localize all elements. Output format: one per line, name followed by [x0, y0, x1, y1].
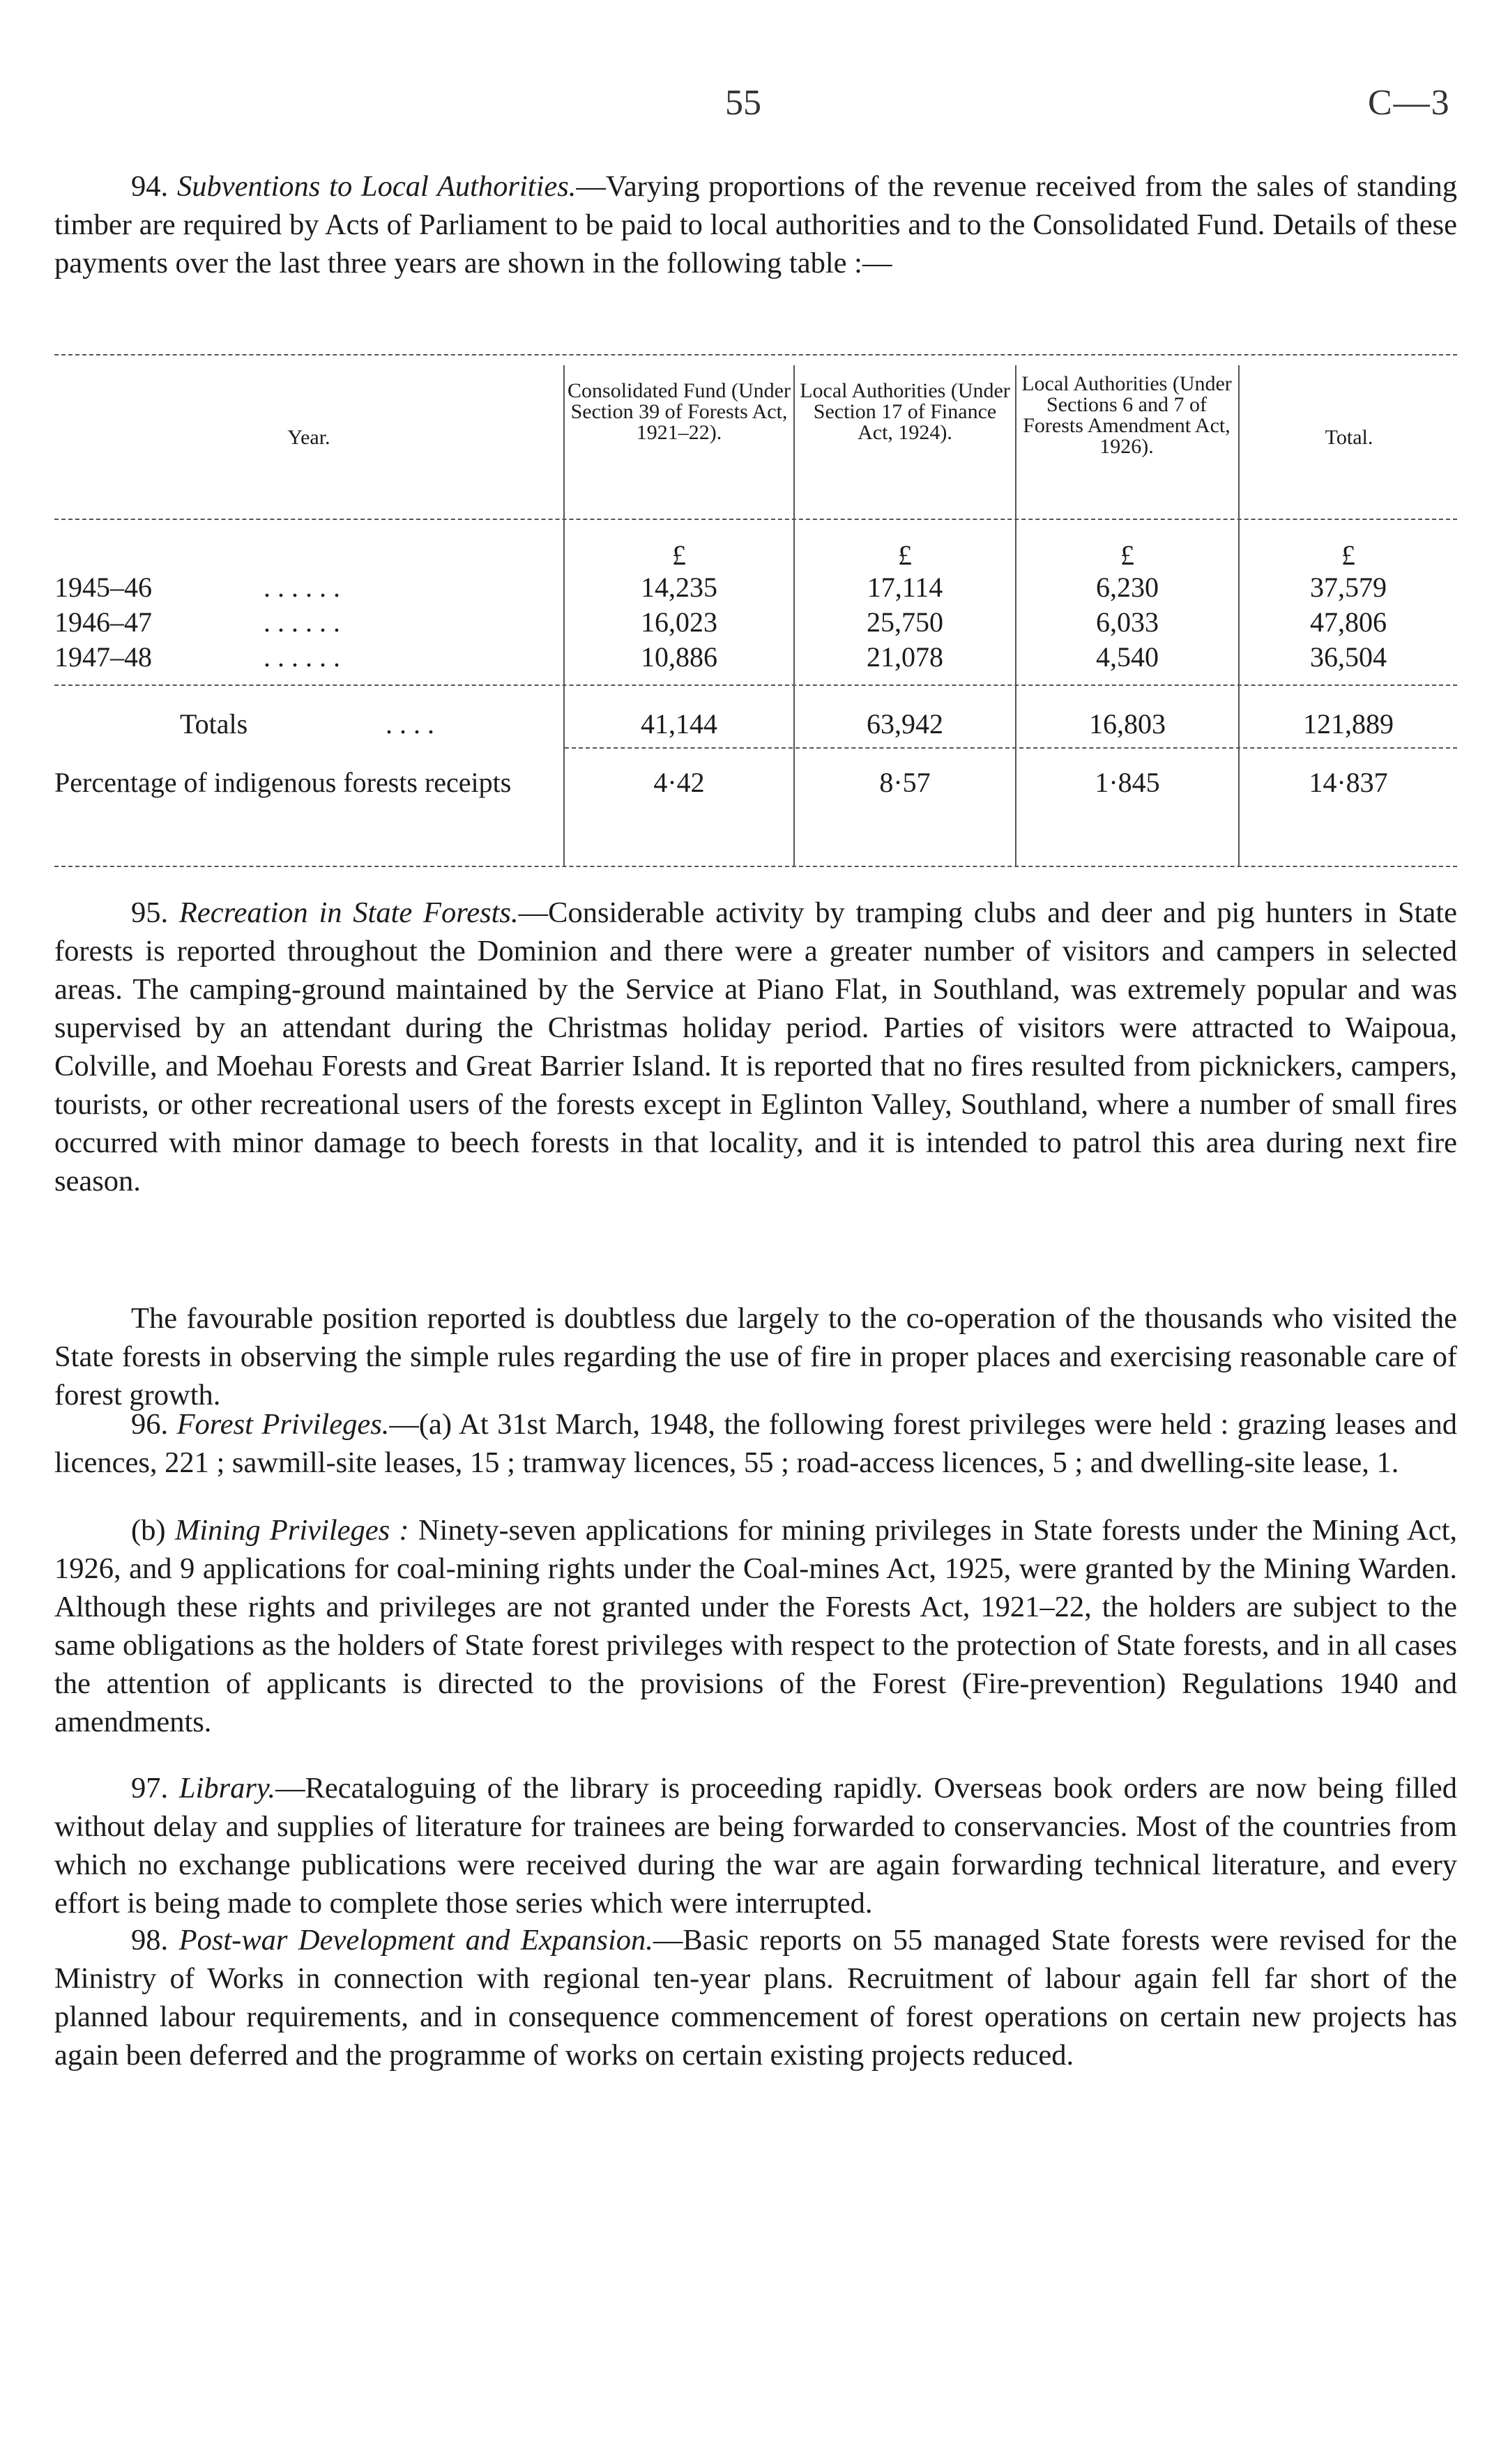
currency-symbol: £ — [898, 540, 912, 571]
table-cell: 14,235 — [641, 572, 717, 603]
currency-symbol: £ — [1341, 540, 1355, 571]
paragraph-96 — [54, 1405, 1457, 1482]
row-leader-dots: . . . . . . — [264, 606, 340, 638]
totals-cell: 63,942 — [867, 708, 943, 740]
paragraph-heading: Recreation in State Forests. — [178, 896, 519, 929]
paragraph-heading: Subventions to Local Authorities. — [176, 170, 577, 203]
percentage-cell: 14·837 — [1309, 767, 1388, 798]
paragraph-text: —Recataloguing of the library is proceeding rapidly. Overseas book orders are now being filled without delay and supplies of literature for trainees are being forwarded to conservancies. Most of the countries from which no exchange publications were received during the war are again forwarding technical literature, and every effort is being made to complete those series which were interrupted. — [54, 1772, 1458, 1920]
paragraph-text: The favourable position reported is doubtless due largely to the co-operation of the thousands who visited the State forests in observing the simple rules regarding the use of fire in proper places and exercising reasonable care of forest growth. — [54, 1302, 1457, 1411]
currency-symbol: £ — [672, 540, 686, 571]
paragraph-heading: Library. — [178, 1772, 276, 1805]
paragraph-heading: Post-war Development and Expansion. — [178, 1924, 653, 1957]
paragraph-98 — [54, 1921, 1457, 2074]
table-cell: 37,579 — [1310, 572, 1387, 603]
row-year: 1945–46 — [54, 572, 152, 603]
column-header-year: Year. — [287, 426, 330, 449]
table-cell: 4,540 — [1096, 641, 1159, 673]
paragraph-number: 97. — [131, 1772, 179, 1805]
paragraph-number: 96. — [131, 1408, 177, 1441]
table-cell: 21,078 — [867, 641, 943, 673]
paragraph-95 — [54, 894, 1457, 1200]
percentage-cell: 1·845 — [1095, 767, 1160, 798]
row-year: 1947–48 — [54, 641, 152, 673]
paragraph-number: 98. — [131, 1924, 179, 1957]
table-cell: 10,886 — [641, 641, 717, 673]
paragraph-text: —Basic reports on 55 managed State forests were revised for the Ministry of Works in connection with regional ten-year plans. Recruitment of labour again fell far short of the planned labour requirements, and in consequence commencement of forest operations on certain new projects has again been deferred and the programme of works on certain existing projects reduced. — [54, 1924, 1457, 2072]
percentage-label: Percentage of indigenous forests receipts — [54, 767, 512, 798]
column-header-total: Total. — [1325, 426, 1373, 449]
paragraph-number: 95. — [131, 896, 179, 929]
totals-cell: 41,144 — [641, 708, 717, 740]
table-rule-totals — [565, 747, 1457, 749]
page-header — [0, 82, 1508, 131]
document-reference: C—3 — [1368, 83, 1451, 123]
table-cell: 47,806 — [1310, 606, 1387, 638]
table-cell: 6,033 — [1096, 606, 1159, 638]
part-marker: (b) — [131, 1514, 166, 1547]
paragraph-96-part-b — [54, 1511, 1457, 1741]
currency-symbol: £ — [1120, 540, 1134, 571]
column-header-local-authorities-s17: Local Authorities (Under Section 17 of Finance Act, 1924). — [800, 379, 1010, 444]
percentage-cell: 8·57 — [879, 767, 931, 798]
percentage-cell: 4·42 — [653, 767, 705, 798]
table-cell: 25,750 — [867, 606, 943, 638]
table-cell: 17,114 — [867, 572, 943, 603]
row-leader-dots: . . . . . . — [264, 572, 340, 603]
table-rule-header — [54, 519, 1457, 520]
row-year: 1946–47 — [54, 606, 152, 638]
paragraph-text: —Varying proportions of the revenue received from the sales of standing timber are required by Acts of Parliament to be paid to local authorities and to the Consolidated Fund. Details of these payments over the last three years are shown in the following table :— — [54, 170, 1457, 280]
totals-cell: 121,889 — [1303, 708, 1394, 740]
paragraph-94 — [54, 167, 1457, 282]
paragraph-subheading: Mining Privileges : — [174, 1514, 409, 1547]
paragraph-number: 94. — [131, 170, 177, 203]
paragraph-heading: Forest Privileges. — [176, 1408, 390, 1441]
paragraph-text: —(a) At 31st March, 1948, the following forest privileges were held : grazing leases and licences, 221 ; sawmill-site leases, 15 ; tramway licences, 55 ; road-access licences, 5 ; and dwelling-site lease, 1. — [54, 1408, 1458, 1479]
column-header-local-authorities-s6-7: Local Authorities (Under Sections 6 and 7 of Forests Amendment Act, 1926). — [1021, 372, 1232, 458]
table-cell: 36,504 — [1310, 641, 1387, 673]
paragraph-text: —Considerable activity by tramping clubs and deer and pig hunters in State forests is reported throughout the Dominion and there were a greater number of visitors and campers in selected areas. The camping-ground maintained by the Service at Piano Flat, in Southland, was extremely popular and was supervised by an attendant during the Christmas holiday period. Parties of visitors were attracted to Waipoua, Colville, and Moehau Forests and Great Barrier Island. It is reported that no fires resulted from picknickers, campers, tourists, or other recreational users of the forests except in Eglinton Valley, Southland, where a number of small fires occurred with minor damage to beech forests in that locality, and it is intended to patrol this area during next fire season. — [54, 896, 1458, 1197]
paragraph-text: Ninety-seven applications for mining privileges in State forests under the Mining Act, 1926, and 9 applications for coal-mining rights under the Coal-mines Act, 1925, were granted by the Mining Warden. Although these rights and privileges are not granted under the Forests Act, 1921–22, the holders are subject to the same obligations as the holders of State forest privileges with respect to the protection of State forests, and in all cases the attention of applicants is directed to the provisions of the Forest (Fire-prevention) Regulations 1940 and amendments. — [54, 1514, 1458, 1738]
paragraph-97 — [54, 1769, 1457, 1922]
row-leader-dots: . . . . . . — [264, 641, 340, 673]
totals-label: Totals — [180, 708, 248, 740]
table-rule-top — [54, 354, 1457, 355]
table-rule-bottom — [54, 866, 1457, 867]
table-rule-body — [54, 684, 1457, 686]
subventions-table — [54, 354, 1457, 868]
totals-cell: 16,803 — [1089, 708, 1166, 740]
page-number: 55 — [725, 83, 761, 123]
table-cell: 6,230 — [1096, 572, 1159, 603]
column-header-consolidated-fund: Consolidated Fund (Under Section 39 of Forests Act, 1921–22). — [568, 379, 791, 444]
paragraph-95-continued — [54, 1299, 1457, 1414]
row-leader-dots: . . . . — [386, 708, 434, 740]
table-cell: 16,023 — [641, 606, 717, 638]
